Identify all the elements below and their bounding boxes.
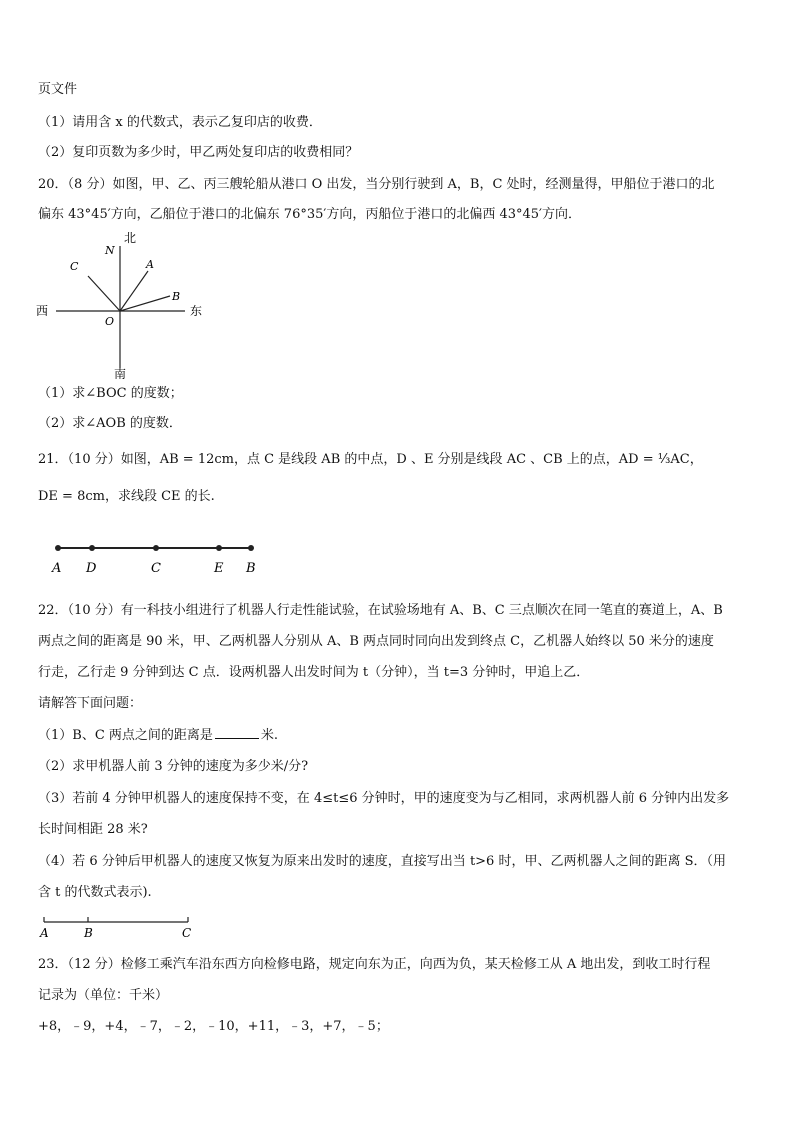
fig20-label-O: O	[105, 315, 115, 328]
q22-text-line1: 22．（10 分）有一科技小组进行了机器人行走性能试验，在试验场地有 A、B、C 三点顺次在同一笔直的赛道上，A、B	[38, 603, 723, 618]
q23-text-line1: 23．（12 分）检修工乘汽车沿东西方向检修电路，规定向东为正，向西为负，某天检修工从 A 地出发，到收工时行程	[38, 957, 711, 972]
fig21-label-D: D	[86, 561, 97, 576]
q22-sub1-text: （1）B、C 两点之间的距离是	[38, 728, 213, 743]
page-header: 页文件	[38, 82, 78, 97]
q21-text-line1: 21．（10 分）如图，AB = 12cm，点 C 是线段 AB 的中点，D 、E 分别是线段 AC 、CB 上的点，AD = ⅓AC，	[38, 452, 703, 467]
fig20-label-B: B	[172, 290, 181, 303]
answer-blank	[215, 726, 259, 739]
q20-compass-figure	[30, 228, 220, 383]
q22-sub4-line1: （4）若 6 分钟后甲机器人的速度又恢复为原来出发时的速度，直接写出当 t>6 时，甲、乙两机器人之间的距离 S．（用	[38, 854, 726, 869]
fig21-label-C: C	[151, 561, 161, 576]
fig20-label-south: 南	[114, 367, 127, 381]
q22-text-line2: 两点之间的距离是 90 米，甲、乙两机器人分别从 A、B 两点同时同向出发到终点 C，乙机器人始终以 50 米分的速度	[38, 634, 714, 649]
fig21-label-A: A	[52, 561, 62, 576]
q22-sub2: （2）求甲机器人前 3 分钟的速度为多少米/分?	[38, 759, 309, 774]
q23-mileage-record: +8，﹣9，+4，﹣7，﹣2，﹣10，+11，﹣3，+7，﹣5；	[38, 1019, 389, 1034]
fig20-label-N: N	[105, 244, 115, 257]
q22-text-line4: 请解答下面问题：	[38, 696, 143, 711]
q23-text-line2: 记录为（单位：千米）	[38, 988, 169, 1003]
q22-sub1-unit: 米.	[260, 728, 279, 743]
q22-track-figure	[36, 914, 201, 944]
q22-sub4-line2: 含 t 的代数式表示).	[38, 885, 152, 900]
fig20-label-C: C	[70, 260, 79, 273]
fig20-label-east: 东	[190, 304, 203, 318]
q20-sub1: （1）求∠BOC 的度数；	[38, 386, 183, 401]
fig20-label-north: 北	[124, 231, 137, 245]
fig20-label-west: 西	[36, 304, 49, 318]
q21-text-line2: DE = 8cm，求线段 CE 的长.	[38, 489, 215, 504]
fig22-label-A: A	[40, 926, 49, 940]
fig21-label-E: E	[214, 561, 224, 576]
q22-sub3-line1: （3）若前 4 分钟甲机器人的速度保持不变，在 4≤t≤6 分钟时，甲的速度变为与乙相同，求两机器人前 6 分钟内出发多	[38, 791, 730, 806]
q20-text-line2: 偏东 43°45′方向，乙船位于港口的北偏东 76°35′方向，丙船位于港口的北偏西 43°45′方向．	[38, 207, 582, 222]
fig21-label-B: B	[246, 561, 256, 576]
q20-text-line1: 20．（8 分）如图，甲、乙、丙三艘轮船从港口 O 出发，当分别行驶到 A，B，C 处时，经测量得，甲船位于港口的北	[38, 177, 715, 192]
q22-text-line3: 行走，乙行走 9 分钟到达 C 点．设两机器人出发时间为 t（分钟），当 t=3 分钟时，甲追上乙．	[38, 665, 590, 680]
q19-sub2: （2）复印页数为多少时，甲乙两处复印店的收费相同？	[38, 145, 359, 160]
fig20-label-A: A	[146, 258, 154, 271]
q21-segment-figure	[46, 538, 266, 578]
fig22-label-C: C	[182, 926, 192, 940]
fig22-label-B: B	[84, 926, 93, 940]
q19-sub1: （1）请用含 x 的代数式，表示乙复印店的收费．	[38, 115, 322, 130]
q20-sub2: （2）求∠AOB 的度数．	[38, 416, 182, 431]
q22-sub1	[38, 726, 758, 746]
q22-sub3-line2: 长时间相距 28 米?	[38, 822, 148, 837]
